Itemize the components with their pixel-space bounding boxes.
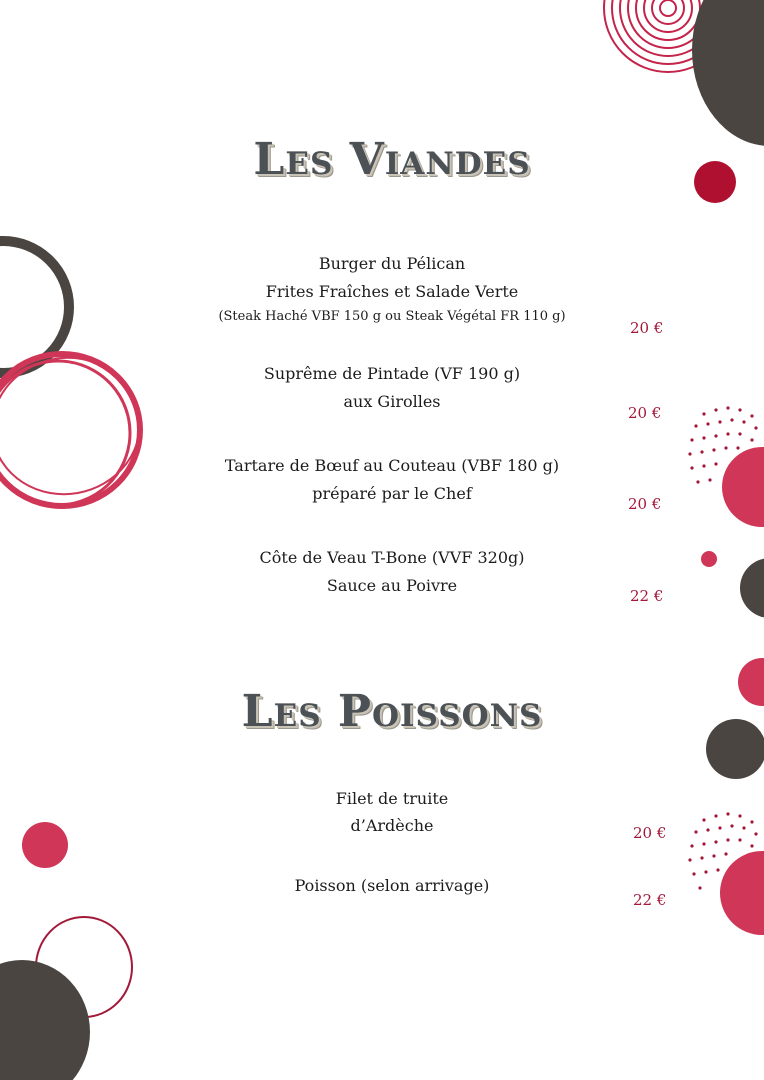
section-title-poissons: Les Poissons	[241, 686, 543, 737]
menu-item-name: Tartare de Bœuf au Couteau (VBF 180 g)	[224, 456, 560, 475]
menu-item-price: 22 €	[630, 587, 664, 605]
menu-item-name: Suprême de Pintade (VF 190 g)	[263, 364, 521, 383]
menu-item-note: (Steak Haché VBF 150 g ou Steak Végétal FR 110 g)	[218, 309, 566, 324]
section-title-viandes: Les Viandes	[253, 134, 531, 185]
menu-item-price: 22 €	[633, 891, 667, 909]
menu-item-price: 20 €	[628, 495, 662, 513]
menu-item-price: 20 €	[630, 319, 664, 337]
menu-item-name: Burger du Pélican	[318, 254, 466, 273]
menu-item-name: Filet de truite	[335, 789, 449, 808]
menu-item-price: 20 €	[628, 404, 662, 422]
menu-item-name: Côte de Veau T-Bone (VVF 320g)	[259, 548, 525, 567]
menu-item-name: Poisson (selon arrivage)	[294, 876, 490, 895]
menu-item-description: préparé par le Chef	[312, 484, 472, 503]
menu-item-description: d’Ardèche	[350, 816, 434, 835]
menu-item-description: aux Girolles	[343, 392, 441, 411]
menu-item-price: 20 €	[633, 824, 667, 842]
menu-item-description: Frites Fraîches et Salade Verte	[265, 282, 519, 301]
menu-item-description: Sauce au Poivre	[326, 576, 458, 595]
